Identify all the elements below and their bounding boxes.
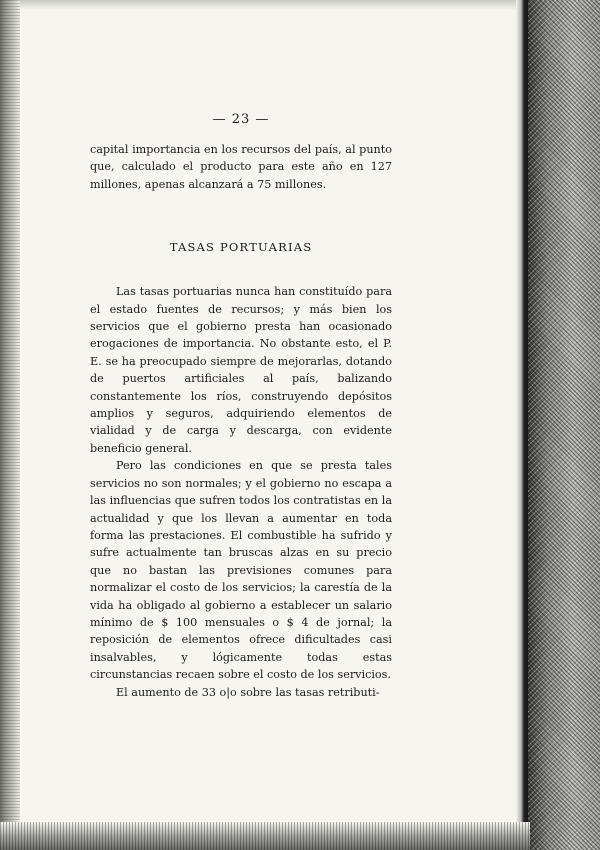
page-text-block xyxy=(90,112,392,701)
section-title: TASAS PORTUARIAS xyxy=(169,240,313,255)
page-number: — 23 — xyxy=(212,112,270,127)
paragraph-2: Pero las condiciones en que se presta tales servicios no son normales; y el gobierno no escapa a las influencias que sufren todos los contratistas en la actualidad y que los llevan a aumentar en toda forma las prestaciones. El combustible ha sufrido y sufre actualmente tan bruscas alzas en su precio que no bastan las previsiones comunes para normalizar el costo de los servicios; la carestía de la vida ha obligado al gobierno a establecer un salario mínimo de $ 100 mensuales o $ 4 de jornal; la reposición de elementos ofrece dificultades casi insalvables, y lógicamente todas estas circunstancias recaen sobre el costo de los servicios. xyxy=(90,459,392,682)
book-binding-edge xyxy=(0,0,20,850)
page-top-edge xyxy=(20,0,520,10)
page-bottom-edge xyxy=(0,822,530,850)
paragraph-1: Las tasas portuarias nunca han constituído para el estado fuentes de recursos; y más bien los servicios que el gobierno presta han ocasionado erogaciones de importancia. No obstante esto, el P. E. se ha preocupado siempre de mejorarlas, dotando de puertos artificiales al país, balizando constantemente los ríos, construyendo depósitos amplios y seguros, adquiriendo elementos de vialidad y de carga y descarga, con evidente beneficio general. xyxy=(90,285,392,455)
adjacent-page-edge xyxy=(528,0,600,850)
paragraph-3: El aumento de 33 o|o sobre las tasas retributi- xyxy=(116,685,380,699)
continuation-paragraph: capital importancia en los recursos del país, al punto que, calculado el producto para este año en 127 millones, apenas alcanzará a 75 millones. xyxy=(90,143,392,191)
